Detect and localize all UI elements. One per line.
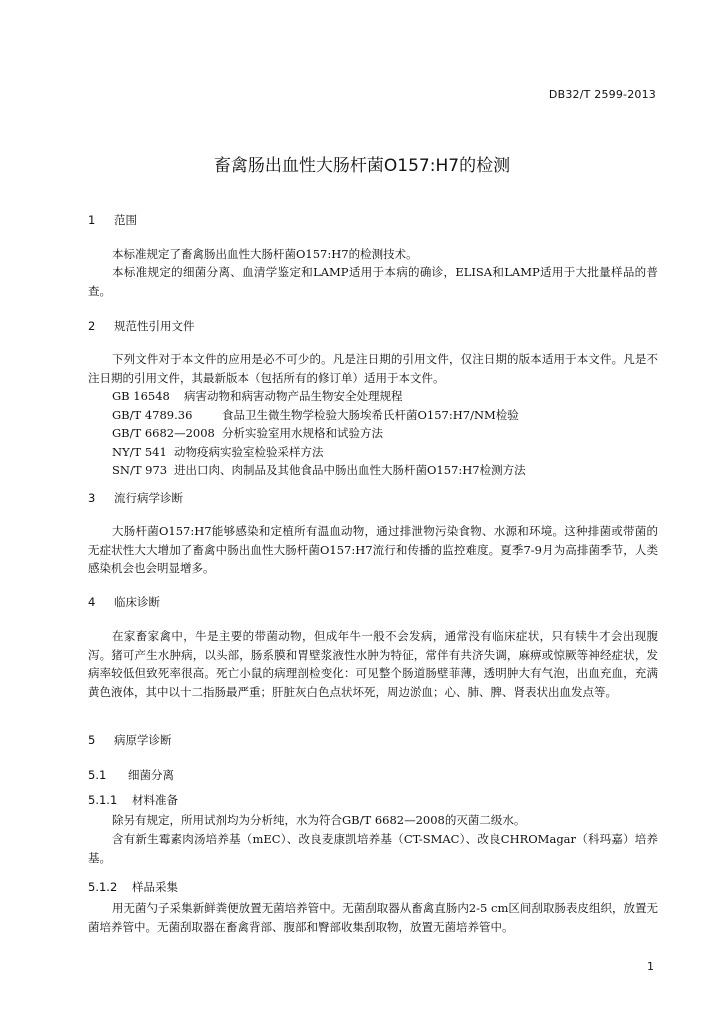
reference-item: [112, 443, 526, 462]
section-2-heading: [88, 318, 195, 334]
section-1-paragraph-1: 本标准规定了畜禽肠出血性大肠杆菌O157:H7的检测技术。: [112, 247, 418, 261]
reference-code: GB/T 4789.36: [112, 407, 193, 422]
section-4-paragraph-1: 在家畜家禽中，牛是主要的带菌动物，但成年牛一般不会发病，通常没有临床症状，只有犊牛才会出现腹泻。猪可产生水肿病，以头部，肠系膜和胃壁浆液性水肿为特征，常伴有共济失调，麻痹或惊厥等神经症状，发病率较低但致死率很高。死亡小鼠的病理剖检变化：可见整个肠道肠壁菲薄，透明肿大有气泡，出血充血，充满黄色液体，其中以十二指肠最严重；肝脏灰白色点状坏死，周边淤血；心、肺、脾、肾表状出血发点等。: [88, 629, 658, 699]
reference-code: NY/T 541: [112, 444, 167, 459]
section-title: 样品采集: [132, 880, 178, 894]
section-number: 5.1.1: [88, 793, 118, 807]
reference-title: 分析实验室用水规格和试验方法: [222, 426, 383, 440]
section-number: 5.1: [88, 768, 107, 782]
section-number: 2: [88, 319, 96, 333]
reference-code: SN/T 973: [112, 463, 168, 477]
reference-item: [112, 406, 526, 425]
reference-title: 动物疫病实验室检验采样方法: [174, 444, 324, 459]
reference-title: 病害动物和病害动物产品生物安全处理规程: [184, 389, 403, 403]
section-title: 细菌分离: [128, 768, 174, 782]
section-title: 临床诊断: [114, 595, 160, 609]
section-3-heading: [88, 490, 183, 506]
reference-item: [112, 461, 526, 480]
section-number: 5: [88, 733, 96, 747]
normative-reference-list: [112, 387, 526, 480]
section-1-heading: [88, 212, 137, 228]
section-5-1-1-paragraph-1: 除另有规定，所用试剂均为分析纯，水为符合GB/T 6682—2008的灭菌二级水。: [112, 813, 526, 827]
section-5-1-1-heading: [88, 792, 178, 808]
section-title: 范围: [114, 213, 137, 227]
section-5-1-1-paragraph-2: 含有新生霉素肉汤培养基（mEC）、改良麦康凯培养基（CT-SMAC）、改良CHROMagar（科玛嘉）培养基。: [88, 832, 658, 865]
document-code: DB32/T 2599-2013: [548, 88, 656, 101]
section-number: 1: [88, 213, 96, 227]
reference-title: 食品卫生微生物学检验大肠埃希氏杆菌O157:H7/NM检验: [222, 407, 519, 422]
section-1-paragraph-2: 本标准规定的细菌分离、血清学鉴定和LAMP适用于本病的确诊，ELISA和LAMP适用于大批量样品的普查。: [88, 265, 658, 298]
reference-code: GB 16548: [112, 389, 170, 403]
section-number: 4: [88, 595, 96, 609]
section-number: 5.1.2: [88, 880, 118, 894]
section-title: 规范性引用文件: [114, 319, 195, 333]
section-5-1-2-paragraph-1: 用无菌勺子采集新鲜粪便放置无菌培养管中。无菌刮取器从畜禽直肠内2-5 cm区间刮取肠表皮组织，放置无菌培养管中。无菌刮取器在畜禽背部、腹部和臀部收集刮取物，放置无菌培养管中。: [88, 901, 658, 934]
reference-item: [112, 387, 526, 406]
reference-item: [112, 424, 526, 443]
section-2-paragraph-1: 下列文件对于本文件的应用是必不可少的。凡是注日期的引用文件，仅注日期的版本适用于本文件。凡是不注日期的引用文件，其最新版本（包括所有的修订单）适用于本文件。: [88, 352, 658, 385]
section-4-heading: [88, 594, 160, 610]
section-title: 流行病学诊断: [114, 491, 183, 505]
document-title: 畜禽肠出血性大肠杆菌O157:H7的检测: [213, 156, 511, 176]
section-title: 材料准备: [132, 793, 178, 807]
page-number: 1: [647, 960, 654, 973]
section-5-1-2-heading: [88, 879, 178, 895]
section-3-paragraph-1: 大肠杆菌O157:H7能够感染和定植所有温血动物，通过排泄物污染食物、水源和环境。这种排菌或带菌的无症状性大大增加了畜禽中肠出血性大肠杆菌O157:H7流行和传播的监控难度。夏季7-9月为高排菌季节，人类感染机会也会明显增多。: [88, 524, 658, 575]
section-number: 3: [88, 491, 96, 505]
reference-code: GB/T 6682—2008: [112, 426, 215, 440]
section-5-1-heading: [88, 767, 174, 783]
reference-title: 进出口肉、肉制品及其他食品中肠出血性大肠杆菌O157:H7检测方法: [174, 463, 526, 477]
section-title: 病原学诊断: [114, 733, 172, 747]
section-5-heading: [88, 732, 172, 748]
